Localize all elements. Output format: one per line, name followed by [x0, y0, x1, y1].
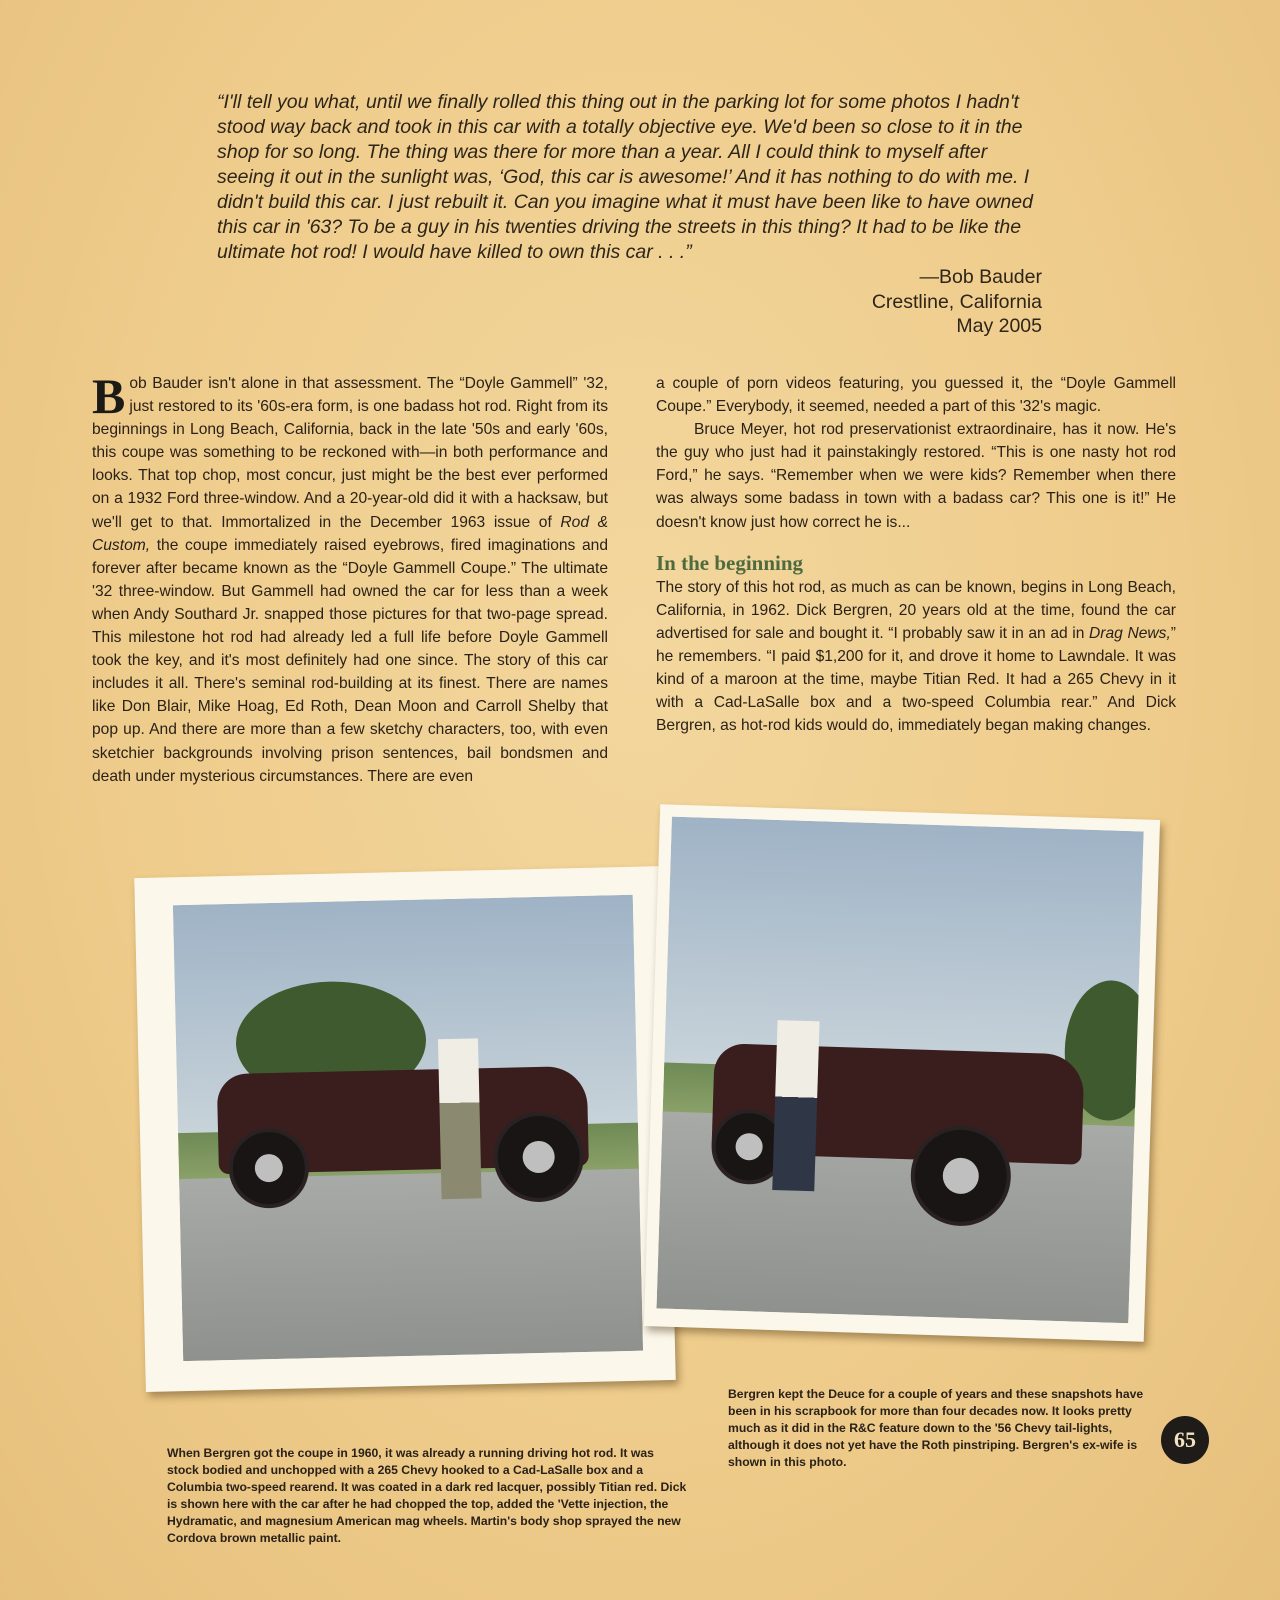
article-column-left [92, 368, 608, 788]
page-number: 65 [1161, 1416, 1209, 1464]
caption-left: When Bergren got the coupe in 1960, it was already a running driving hot rod. It was stock bodied and unchopped with a 265 Chevy hooked to a Cad-LaSalle box and a Columbia two-speed rearend. It was coated in a dark red lacquer, possibly Titian red. Dick is shown here with the car after he had chopped the top, added the 'Vette injection, the Hydramatic, and magnesium American mag wheels. Martin's body shop sprayed the new Cordova brown metallic paint. [167, 1446, 687, 1545]
photo-frame-left [134, 866, 676, 1392]
drop-cap: B [92, 368, 126, 424]
paragraph-1-continued: a couple of porn videos featuring, you guessed it, the “Doyle Gammell Coupe.” Everybody, it seemed, needed a part of this '32's magic. [656, 375, 1176, 416]
caption-right: Bergren kept the Deuce for a couple of years and these snapshots have been in his scrapbook for more than four decades now. It looks pretty much as it did in the R&C feature down to the '56 Chevy tail-lights, although it does not yet have the Roth pinstriping. Bergren's ex-wife is shown in this photo. [728, 1387, 1144, 1469]
quote-author: —Bob Bauder [919, 266, 1042, 288]
text: ob Bauder isn't alone in that assessment. The “Doyle Gammell” '32, just restored to its '60s-era form, is one badass hot rod. Right from its beginnings in Long Beach, California, back in the late '50s and early '60s, this coupe was something to be reckoned with—in both performance and looks. That top chop, most concur, just might be the best ever performed on a 1932 Ford three-window. And a 20-year-old did it with a hacksaw, but we'll get to that. Immortalized in the December 1963 issue of [92, 375, 608, 531]
paragraph-1 [92, 368, 608, 788]
article-column-right [656, 372, 1176, 737]
magazine-title: Rod & Custom, [92, 513, 608, 554]
quote-location: Crestline, California [871, 290, 1042, 313]
photo-frame-right [644, 804, 1160, 1341]
photo-coupe-with-woman [656, 817, 1143, 1324]
text: The story of this hot rod, as much as can be known, begins in Long Beach, California, in 1962. Dick Bergren, 20 years old at the time, found the car advertised for sale and bought it. “I probably saw it in an ad in [656, 578, 1176, 642]
quote-date: May 2005 [956, 315, 1042, 337]
photo-bergren-with-coupe [173, 895, 643, 1361]
text: the coupe immediately raised eyebrows, fired imaginations and forever after became known as the “Doyle Gammell Coupe.” The ultimate '32 three-window. But Gammell had owned the car for less than a week when Andy Southard Jr. snapped those pictures for that two-page spread. This milestone hot rod had already led a full life before Doyle Gammell took the key, and it's most definitely had one since. The story of this car includes it all. There's seminal rod-building at its finest. There are names like Don Blair, Mike Hoag, Ed Roth, Dean Moon and Carroll Shelby that pop up. And there are more than a few sketchy characters, too, with even sketchier backgrounds involving prison sentences, bail bondsmen and death under mysterious circumstances. There are even [92, 536, 608, 785]
person [438, 1038, 482, 1199]
paragraph-2: Bruce Meyer, hot rod preservationist extraordinaire, has it now. He's the guy who just had it painstakingly restored. “This is one nasty hot rod Ford,” he says. “Remember when we were kids? Remember when there was always some badass in town with a badass car? This one is it!” He doesn't know just how correct he is... [656, 421, 1176, 531]
paragraph-3 [656, 576, 1176, 738]
text: ” he remembers. “I paid $1,200 for it, and drove it home to Lawndale. It was kind of a maroon at the time, maybe Titian Red. It had a 265 Chevy in it with a Cad-LaSalle box and a two-speed Columbia rear.” And Dick Bergren, as hot-rod kids would do, immediately began making changes. [656, 624, 1176, 735]
pull-quote: “I'll tell you what, until we finally rolled this thing out in the parking lot for some photos I hadn't stood way back and took in this car with a totally objective eye. We'd been so close to it in the shop for so long. The thing was there for more than a year. All I could think to myself after seeing it out in the sunlight was, ‘God, this car is awesome!’ And it has nothing to do with me. I didn't build this car. I just rebuilt it. Can you imagine what it must have been like to have owned this car in '63? To be a guy in his twenties driving the streets in this thing? It had to be like the ultimate hot rod! I would have killed to own this car . . .” [217, 91, 1033, 263]
quote-attribution [872, 265, 1042, 339]
person [772, 1020, 819, 1191]
magazine-title: Drag News, [1089, 624, 1171, 642]
section-heading: In the beginning [656, 550, 804, 575]
